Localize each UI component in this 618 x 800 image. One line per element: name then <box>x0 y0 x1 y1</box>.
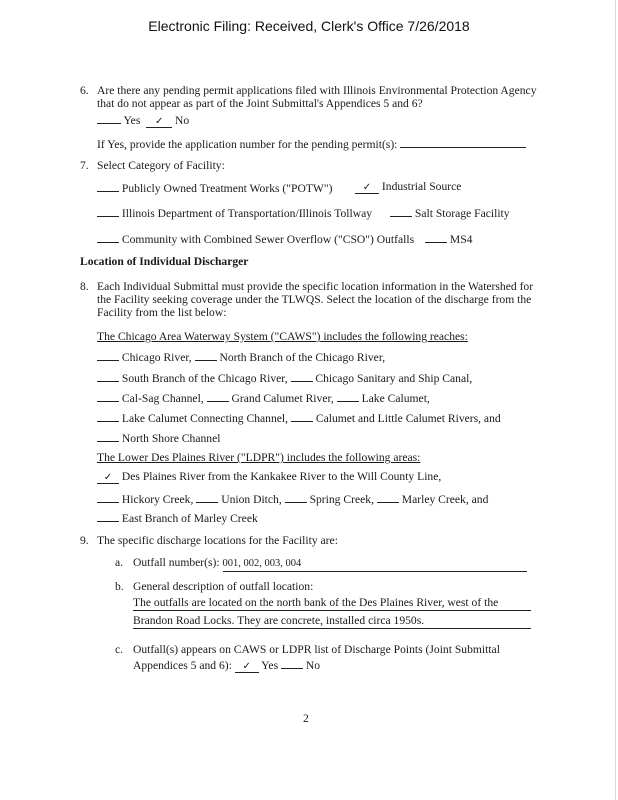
ldpr-des-plaines-blank[interactable] <box>97 472 119 484</box>
ldpr-marley-label: Marley Creek, and <box>401 493 489 506</box>
caws-lake-calumet-conn-label: Lake Calumet Connecting Channel, <box>121 412 289 425</box>
caws-calumet-little-label: Calumet and Little Calumet Rivers, and <box>315 412 501 425</box>
q7-industrial-label: Industrial Source <box>381 180 462 193</box>
ldpr-east-marley-label: East Branch of Marley Creek <box>121 512 258 525</box>
caws-north-branch-blank[interactable] <box>195 349 217 361</box>
q7-cso-label: Community with Combined Sewer Overflow ("CSO") Outfalls <box>121 233 415 246</box>
q9c-text-line2: Appendices 5 and 6): <box>133 659 232 672</box>
caws-heading: The Chicago Area Waterway System ("CAWS") includes the following reaches: <box>97 330 468 343</box>
q8-text-line3: Facility from the list below: <box>97 306 227 319</box>
q9b-label: b. <box>115 580 124 593</box>
q7-idot-blank[interactable] <box>97 205 119 217</box>
q7-idot-option <box>97 205 372 221</box>
caws-south-branch-blank[interactable] <box>97 370 119 382</box>
q8-text-line1: Each Individual Submittal must provide the specific location information in the Watershed for <box>97 280 534 293</box>
q9c-yes-blank[interactable] <box>235 661 259 673</box>
caws-grand-calumet-blank[interactable] <box>207 390 229 402</box>
ldpr-union-blank[interactable] <box>196 491 218 503</box>
caws-row-4 <box>97 410 501 426</box>
q6-yes-blank[interactable] <box>97 112 121 124</box>
q8-number: 8. <box>80 280 89 293</box>
ldpr-des-plaines-checkmark: ✓ <box>103 472 113 483</box>
q6-no-blank[interactable] <box>146 116 172 128</box>
caws-cal-sag-label: Cal-Sag Channel, <box>121 392 204 405</box>
caws-row-2 <box>97 370 472 386</box>
q6-yes-option <box>97 112 189 128</box>
caws-chicago-river-label: Chicago River, <box>121 351 192 364</box>
q7-industrial-blank[interactable] <box>355 182 379 194</box>
ldpr-east-marley-blank[interactable] <box>97 510 119 522</box>
caws-north-branch-label: North Branch of the Chicago River, <box>219 351 386 364</box>
caws-lake-calumet-label: Lake Calumet, <box>361 392 430 405</box>
ldpr-spring-blank[interactable] <box>285 491 307 503</box>
q7-ms4-option <box>425 231 472 247</box>
page-number: 2 <box>303 712 309 725</box>
q6-ifyes-row <box>97 137 526 152</box>
q9c-yes-label: Yes <box>261 659 279 672</box>
q9a-row <box>133 556 527 572</box>
q9a-outfall-numbers-value: 001, 002, 003, 004 <box>222 558 302 569</box>
q6-number: 6. <box>80 84 89 97</box>
caws-row-1 <box>97 349 385 365</box>
q6-yes-label: Yes <box>123 114 141 127</box>
caws-lake-calumet-conn-blank[interactable] <box>97 410 119 422</box>
ldpr-heading: The Lower Des Plaines River ("LDPR") includes the following areas: <box>97 451 421 464</box>
q7-salt-blank[interactable] <box>390 205 412 217</box>
q7-ms4-blank[interactable] <box>425 231 447 243</box>
q7-salt-label: Salt Storage Facility <box>414 207 510 220</box>
caws-calumet-little-blank[interactable] <box>291 410 313 422</box>
q9a-text: Outfall number(s): <box>133 556 220 569</box>
caws-sanitary-ship-label: Chicago Sanitary and Ship Canal, <box>315 372 473 385</box>
q9c-text-line1: Outfall(s) appears on CAWS or LDPR list of Discharge Points (Joint Submittal <box>133 643 500 656</box>
q6-no-checkmark: ✓ <box>154 116 164 127</box>
q7-prompt: Select Category of Facility: <box>97 159 225 172</box>
caws-grand-calumet-label: Grand Calumet River, <box>231 392 334 405</box>
q7-salt-option <box>390 205 510 221</box>
caws-lake-calumet-blank[interactable] <box>337 390 359 402</box>
caws-north-shore-label: North Shore Channel <box>121 432 221 445</box>
q6-permit-number-field[interactable] <box>400 137 526 148</box>
q9c-yes-checkmark: ✓ <box>242 661 251 672</box>
q9c-no-blank[interactable] <box>281 657 303 669</box>
caws-row-5 <box>97 430 220 446</box>
ldpr-row-1 <box>97 470 441 484</box>
q9b-line2-row <box>133 614 531 629</box>
q9a-outfall-numbers-field[interactable] <box>223 557 527 572</box>
q9c-label: c. <box>115 643 124 656</box>
q7-number: 7. <box>80 159 89 172</box>
q9-number: 9. <box>80 534 89 547</box>
q7-potw-label: Publicly Owned Treatment Works ("POTW") <box>121 182 333 195</box>
ldpr-union-label: Union Ditch, <box>221 493 282 506</box>
filing-stamp: Electronic Filing: Received, Clerk's Office 7/26/2018 <box>148 18 470 34</box>
q9b-description-line2[interactable]: Brandon Road Locks. They are concrete, installed circa 1950s. <box>133 614 531 629</box>
q7-cso-blank[interactable] <box>97 231 119 243</box>
q9a-label: a. <box>115 556 124 569</box>
ldpr-hickory-blank[interactable] <box>97 491 119 503</box>
ldpr-row-3 <box>97 510 258 526</box>
q6-ifyes-text: If Yes, provide the application number for the pending permit(s): <box>97 138 398 151</box>
q6-text-line1: Are there any pending permit applications filed with Illinois Environmental Protection Agency <box>97 84 537 97</box>
q9b-line1-row <box>133 596 531 611</box>
q7-potw-blank[interactable] <box>97 180 119 192</box>
ldpr-row-2 <box>97 491 488 507</box>
caws-north-shore-blank[interactable] <box>97 430 119 442</box>
q7-industrial-option <box>355 180 461 194</box>
q7-cso-option <box>97 231 414 247</box>
section-heading: Location of Individual Discharger <box>80 255 249 268</box>
ldpr-spring-label: Spring Creek, <box>309 493 374 506</box>
q9c-no-label: No <box>305 659 321 672</box>
scan-edge <box>615 0 616 800</box>
q7-industrial-checkmark: ✓ <box>362 182 372 193</box>
q9b-description-line1[interactable]: The outfalls are located on the north bank of the Des Plaines River, west of the <box>133 596 531 611</box>
q7-ms4-label: MS4 <box>449 233 473 246</box>
ldpr-hickory-label: Hickory Creek, <box>121 493 194 506</box>
q7-potw-option <box>97 180 332 196</box>
caws-chicago-river-blank[interactable] <box>97 349 119 361</box>
q9c-row2 <box>133 657 320 673</box>
ldpr-marley-blank[interactable] <box>377 491 399 503</box>
caws-sanitary-ship-blank[interactable] <box>291 370 313 382</box>
q7-idot-label: Illinois Department of Transportation/Illinois Tollway <box>121 207 373 220</box>
q8-text-line2: the Facility seeking coverage under the TLWQS. Select the location of the discharge from the <box>97 293 532 306</box>
q9b-text: General description of outfall location: <box>133 580 314 593</box>
ldpr-des-plaines-label: Des Plaines River from the Kankakee River to the Will County Line, <box>121 470 442 483</box>
q6-text-line2: that do not appear as part of the Joint Submittal's Appendices 5 and 6? <box>97 97 423 110</box>
caws-row-3 <box>97 390 430 406</box>
caws-south-branch-label: South Branch of the Chicago River, <box>121 372 288 385</box>
q6-no-label: No <box>175 114 190 127</box>
caws-cal-sag-blank[interactable] <box>97 390 119 402</box>
q9-prompt: The specific discharge locations for the Facility are: <box>97 534 338 547</box>
